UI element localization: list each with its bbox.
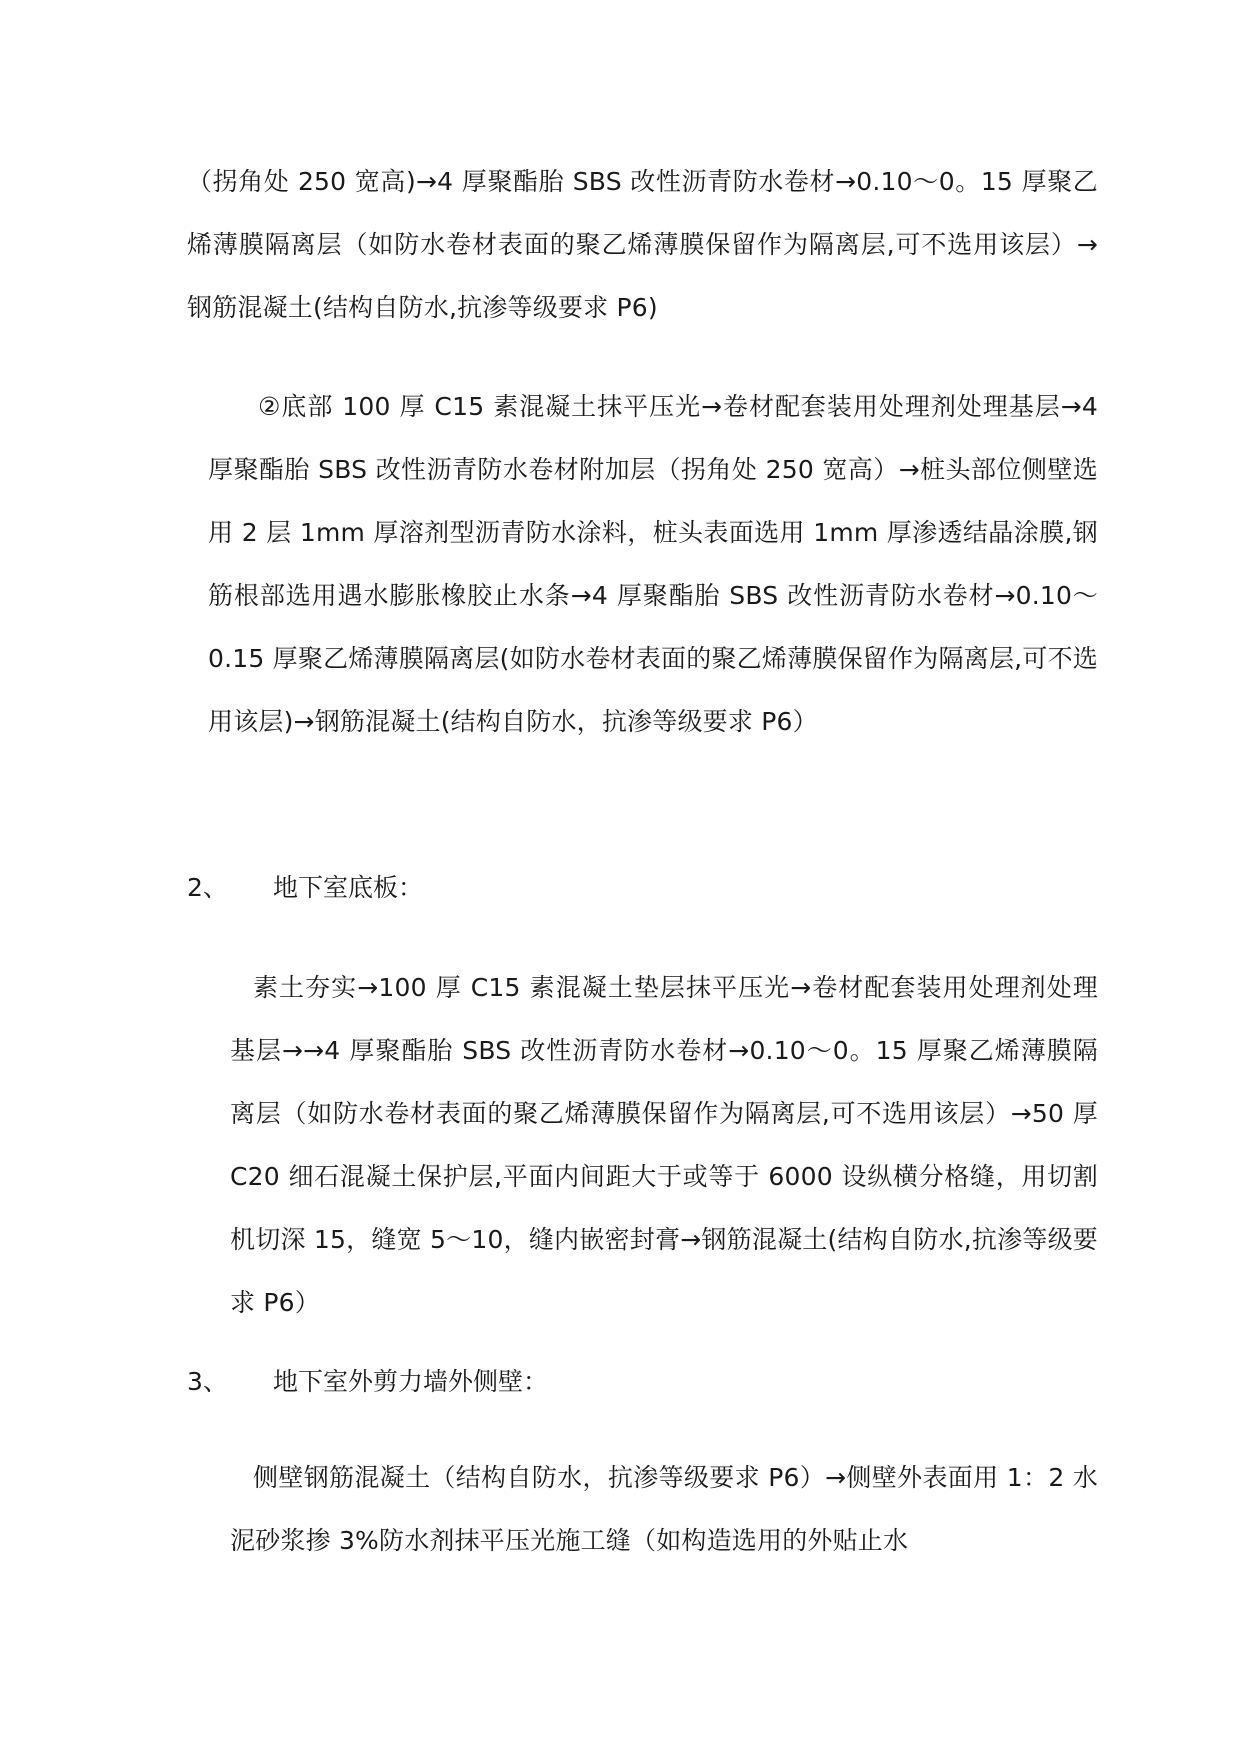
section-number: 2、 xyxy=(187,873,228,902)
paragraph-waterproof-layers-continued: （拐角处 250 宽高)→4 厚聚酯胎 SBS 改性沥青防水卷材→0.10～0。15 厚聚乙烯薄膜隔离层（如防水卷材表面的聚乙烯薄膜保留作为隔离层,可不选用该层）→钢筋混凝土(结构自防水,抗渗等级要求 P6) xyxy=(187,167,1098,322)
paragraph-basement-floor-construction: 素土夯实→100 厚 C15 素混凝土垫层抹平压光→卷材配套装用处理剂处理基层→→4 厚聚酯胎 SBS 改性沥青防水卷材→0.10～0。15 厚聚乙烯薄膜隔离层（如防水卷材表面的聚乙烯薄膜保留作为隔离层,可不选用该层）→50 厚 C20 细石混凝土保护层,平面内间距大于或等于 6000 设纵横分格缝，用切割机切深 15，缝宽 5～10，缝内嵌密封膏→钢筋混凝土(结构自防水,抗渗等级要求 P6） xyxy=(230,973,1098,1317)
paragraph-shear-wall-construction: 侧壁钢筋混凝土（结构自防水，抗渗等级要求 P6）→侧壁外表面用 1：2 水泥砂浆掺 3%防水剂抹平压光施工缝（如构造选用的外贴止水 xyxy=(230,1463,1098,1555)
section-heading-basement-shear-wall xyxy=(187,1362,887,1402)
section-number: 3、 xyxy=(187,1367,228,1396)
paragraph-pile-head-waterproofing: ②底部 100 厚 C15 素混凝土抹平压光→卷材配套装用处理剂处理基层→4 厚聚酯胎 SBS 改性沥青防水卷材附加层（拐角处 250 宽高）→桩头部位侧壁选用 2 层 1mm 厚溶剂型沥青防水涂料，桩头表面选用 1mm 厚渗透结晶涂膜,钢筋根部选用遇水膨胀橡胶止水条→4 厚聚酯胎 SBS 改性沥青防水卷材→0.10～0.15 厚聚乙烯薄膜隔离层(如防水卷材表面的聚乙烯薄膜保留作为隔离层,可不选用该层)→钢筋混凝土(结构自防水，抗渗等级要求 P6） xyxy=(208,392,1098,736)
section-title: 地下室外剪力墙外侧壁： xyxy=(273,1367,549,1396)
section-title: 地下室底板： xyxy=(273,873,424,902)
section-heading-basement-floor xyxy=(187,868,887,908)
